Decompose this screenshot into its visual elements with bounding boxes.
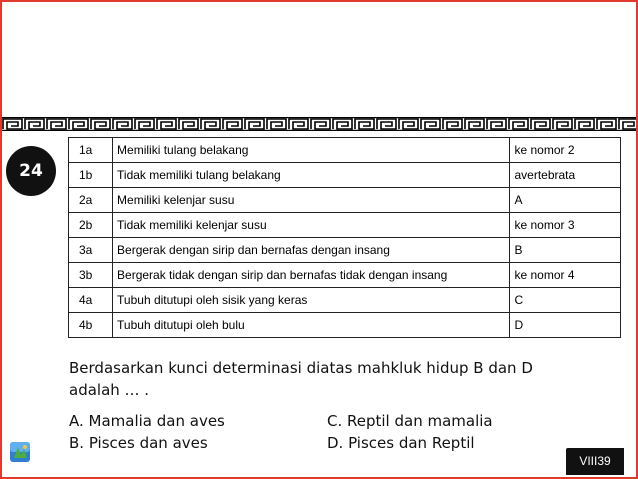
key-description: Bergerak tidak dengan sirip dan bernafas tidak dengan insang [113, 263, 510, 288]
table-row [69, 288, 621, 313]
key-result: D [510, 313, 621, 338]
key-code: 2b [69, 213, 113, 238]
question-text [69, 357, 609, 401]
key-description: Tubuh ditutupi oleh sisik yang keras [113, 288, 510, 313]
key-result: ke nomor 4 [510, 263, 621, 288]
key-code: 2a [69, 188, 113, 213]
table-row [69, 213, 621, 238]
footer-code: VIII39 [566, 448, 624, 475]
greek-key-border [2, 117, 636, 131]
option-a[interactable]: A. Mamalia dan aves [69, 412, 225, 430]
question-line: Berdasarkan kunci determinasi diatas mahkluk hidup B dan D [69, 359, 533, 377]
table-row [69, 263, 621, 288]
option-c[interactable]: C. Reptil dan mamalia [327, 412, 493, 430]
table-row [69, 238, 621, 263]
key-description: Tubuh ditutupi oleh bulu [113, 313, 510, 338]
slide-number-badge: 24 [6, 146, 56, 196]
key-code: 3a [69, 238, 113, 263]
key-result: avertebrata [510, 163, 621, 188]
key-description: Tidak memiliki tulang belakang [113, 163, 510, 188]
key-code: 3b [69, 263, 113, 288]
key-result: B [510, 238, 621, 263]
determination-key-table [68, 137, 621, 338]
key-result: ke nomor 2 [510, 138, 621, 163]
table-row [69, 163, 621, 188]
key-result: A [510, 188, 621, 213]
logo-icon [9, 441, 31, 463]
key-description: Tidak memiliki kelenjar susu [113, 213, 510, 238]
key-result: C [510, 288, 621, 313]
key-result: ke nomor 3 [510, 213, 621, 238]
table-row [69, 313, 621, 338]
table-row [69, 138, 621, 163]
key-description: Memiliki kelenjar susu [113, 188, 510, 213]
key-description: Bergerak dengan sirip dan bernafas dengan insang [113, 238, 510, 263]
key-code: 4a [69, 288, 113, 313]
key-description: Memiliki tulang belakang [113, 138, 510, 163]
option-b[interactable]: B. Pisces dan aves [69, 434, 208, 452]
question-line: adalah … . [69, 381, 150, 399]
key-code: 1a [69, 138, 113, 163]
table-row [69, 188, 621, 213]
option-d[interactable]: D. Pisces dan Reptil [327, 434, 475, 452]
key-code: 4b [69, 313, 113, 338]
key-code: 1b [69, 163, 113, 188]
